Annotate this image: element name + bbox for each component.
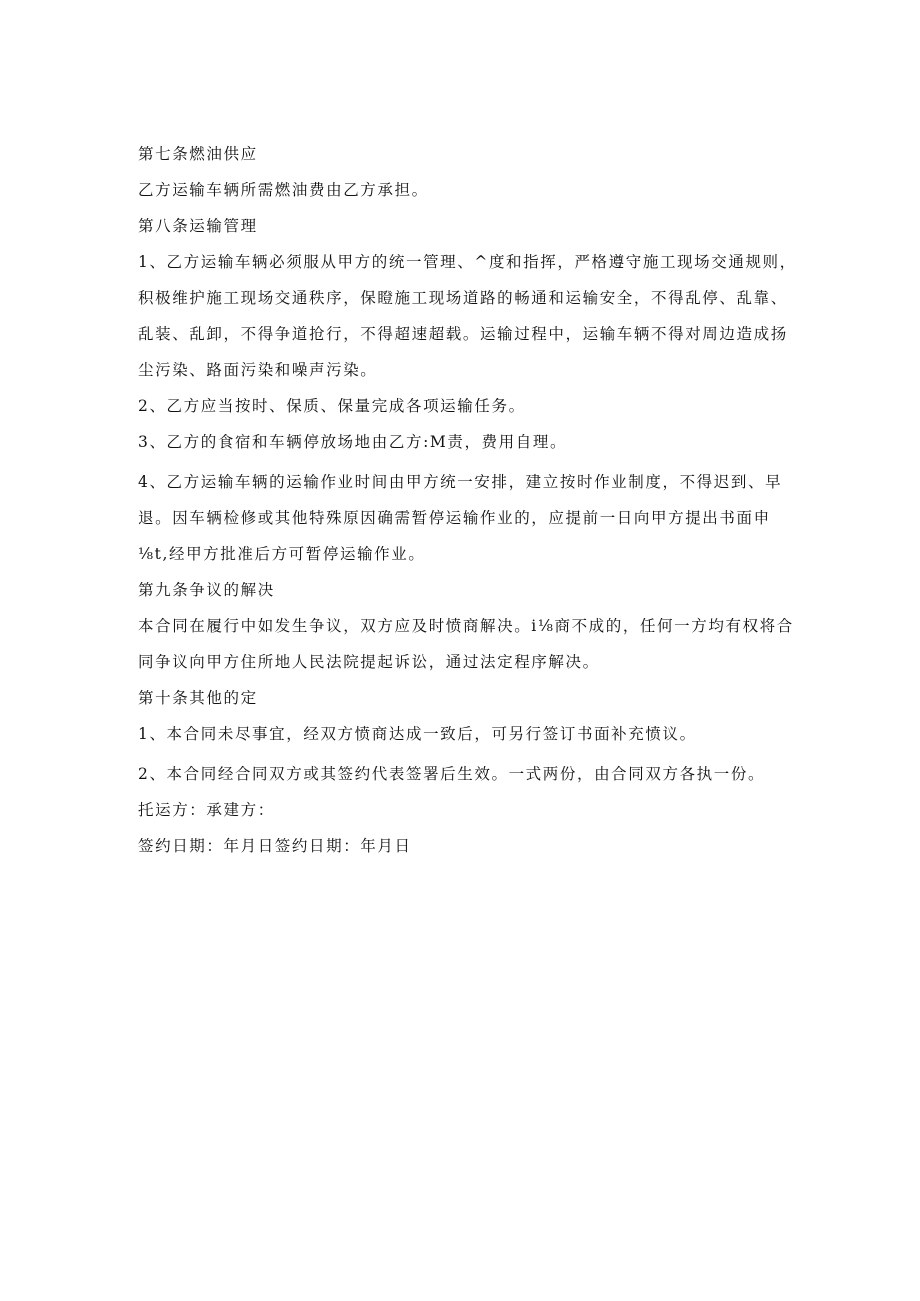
paragraph-line: 乙方运输车辆所需燃油费由乙方承担。 (138, 181, 429, 199)
signature-date-line: 签约日期：年月日签约日期：年月日 (138, 837, 412, 855)
section-9-paragraph-1 (138, 608, 794, 680)
paragraph-line: 同争议向甲方住所地人民法院提起诉讼，通过法定程序解决。 (138, 653, 600, 671)
paragraph-line: ⅛t,经甲方批准后方可暂停运输作业。 (138, 545, 426, 563)
section-8-paragraph-2 (138, 388, 788, 424)
section-8-paragraph-1 (138, 244, 797, 388)
paragraph-line: 2、本合同经合同双方或其签约代表签署后生效。一式两份，由合同双方各执一份。 (138, 765, 766, 783)
contract-body (138, 136, 797, 864)
section-10-paragraph-1 (138, 716, 788, 752)
paragraph-line: 4、乙方运输车辆的运输作业时间由甲方统一安排，建立按时作业制度，不得迟到、早 (138, 473, 783, 491)
section-heading-7: 第七条燃油供应 (138, 145, 258, 163)
paragraph-line: 本合同在履行中如发生争议，双方应及时愤商解决。i⅛商不成的，任何一方均有权将合 (138, 617, 794, 635)
section-8-paragraph-3 (138, 424, 788, 460)
section-10-paragraph-2 (138, 756, 788, 792)
paragraph-line: 1、乙方运输车辆必须服从甲方的统一管理、^度和指挥，严格遵守施工现场交通规则， (138, 253, 797, 271)
section-7-paragraph-1 (138, 172, 788, 208)
paragraph-line: 3、乙方的食宿和车辆停放场地由乙方:M责，费用自理。 (138, 433, 568, 451)
section-8-paragraph-4 (138, 464, 788, 572)
paragraph-line: 尘污染、路面污染和噪声污染。 (138, 361, 378, 379)
section-heading-8: 第八条运输管理 (138, 217, 258, 235)
section-heading-10: 第十条其他的定 (138, 689, 258, 707)
paragraph-line: 1、本合同未尽事宜，经双方愤商达成一致后，可另行签订书面补充愤议。 (138, 725, 697, 743)
paragraph-line: 退。因车辆检修或其他特殊原因确需暂停运输作业的，应提前一日向甲方提出书面申 (138, 509, 771, 527)
signature-parties-line: 托运方：承建方： (138, 801, 275, 819)
paragraph-line: 积极维护施工现场交通秩序，保瞪施工现场道路的畅通和运输安全，不得乱停、乱靠、 (138, 289, 788, 307)
paragraph-line: 2、乙方应当按时、保质、保量完成各项运输任务。 (138, 397, 526, 415)
section-heading-9: 第九条争议的解决 (138, 581, 275, 599)
paragraph-line: 乱装、乱卸，不得争道抢行，不得超速超载。运输过程中，运输车辆不得对周边造成扬 (138, 325, 788, 343)
